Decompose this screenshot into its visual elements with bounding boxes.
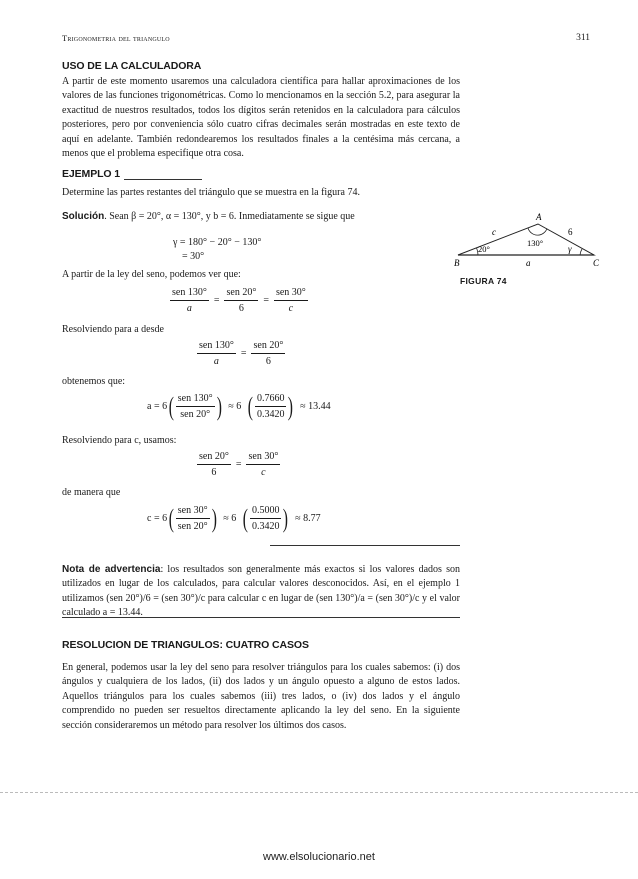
fraction xyxy=(197,450,231,479)
example-statement: Determine las partes restantes del triángulo que se muestra en la figura 74. xyxy=(62,187,360,198)
right-paren: ) xyxy=(211,503,217,533)
denominator: a xyxy=(186,303,192,314)
side-a-label: a xyxy=(526,258,531,268)
warning-end-rule xyxy=(62,617,460,618)
c-calculation xyxy=(147,504,326,533)
angle-B-label: 20° xyxy=(478,244,490,254)
solution-label: Solución xyxy=(62,211,105,222)
example-end-rule xyxy=(270,545,460,546)
equals-sign: = xyxy=(213,295,220,306)
denominator: sen 20° xyxy=(180,409,211,420)
figure-caption: FIGURA 74 xyxy=(460,276,507,286)
vertex-C-label: C xyxy=(593,258,600,268)
fraction xyxy=(197,339,236,368)
manera-intro: de manera que xyxy=(62,487,121,498)
right-paren: ) xyxy=(283,503,289,533)
section-paragraph-calculadora: A partir de este momento usaremos una calculadora científica para hallar aproximaciones de los valores de las funciones trigonométricas. Como lo mencionamos en la sección 5.2, para asegurar la exactitud de nuestros resultados, todos los dígitos serán retenidos en la calculadora para cálculos posteriores, pero por conveniencia sólo cuatro cifras decimales serán mostradas en este texto de aquí en adelante. También redondearemos los resultados finales a la centésima más cercana, a menos que el problema especifique otra cosa. xyxy=(62,76,460,160)
equals-sign: = xyxy=(235,459,242,470)
side-c-label: c xyxy=(492,227,496,237)
denominator: a xyxy=(213,356,219,367)
numerator: sen 130° xyxy=(197,339,236,354)
footer-url[interactable]: www.elsolucionario.net xyxy=(263,851,375,863)
vertex-A-label: A xyxy=(536,212,542,222)
denominator: sen 20° xyxy=(177,521,208,532)
angle-A-arc xyxy=(528,228,547,235)
scan-bottom-line xyxy=(0,792,638,793)
warning-text: : los resultados son generalmente más exactos si los valores dados son utilizados en lugar de los calculados, para calcular valores desconocidos. Así, en el ejemplo 1 utilizamos (sen 20°)/6 = (sen 30°)/c para calcular c en lugar de (sen 130°)/a = (sen 30°)/c y el valor calculado a = 13.44. xyxy=(62,564,460,619)
obtain-intro: obtenemos que: xyxy=(62,376,126,387)
page-number: 311 xyxy=(576,33,590,43)
angle-A-label: 130° xyxy=(527,238,544,248)
numerator: sen 130° xyxy=(170,286,209,301)
left-paren: ( xyxy=(248,391,254,421)
numerator: sen 30° xyxy=(274,286,308,301)
numerator: sen 20° xyxy=(251,339,285,354)
solve-c-equation xyxy=(197,450,280,479)
left-paren: ( xyxy=(168,503,175,533)
fraction xyxy=(176,504,210,533)
warning-label: Nota de advertencia xyxy=(62,564,161,575)
solve-a-equation xyxy=(197,339,285,368)
law-of-sines xyxy=(170,286,308,315)
fraction xyxy=(246,450,280,479)
fraction xyxy=(170,286,209,315)
approx-six: ≈ 6 xyxy=(228,401,242,412)
numerator: 0.5000 xyxy=(250,504,282,519)
denominator: 6 xyxy=(238,303,244,314)
left-paren: ( xyxy=(243,503,249,533)
example-title-underline xyxy=(124,179,202,180)
right-paren: ) xyxy=(216,391,222,421)
denominator: c xyxy=(261,467,266,478)
numerator: 0.7660 xyxy=(255,392,287,407)
law-intro: A partir de la ley del seno, podemos ver que: xyxy=(62,269,241,280)
equals-sign: = xyxy=(240,348,247,359)
angle-C-label: γ xyxy=(568,244,572,254)
c-result: ≈ 8.77 xyxy=(295,513,321,524)
fraction xyxy=(274,286,308,315)
fraction xyxy=(251,339,285,368)
a-calculation xyxy=(147,392,336,421)
numerator: sen 30° xyxy=(176,504,210,519)
section-title-casos: RESOLUCION DE TRIANGULOS: CUATRO CASOS xyxy=(62,639,309,651)
gamma-result: = 30° xyxy=(182,251,205,262)
running-header: Trigonometria del triangulo xyxy=(62,33,170,43)
left-paren: ( xyxy=(168,391,175,421)
fraction xyxy=(176,392,215,421)
denominator: c xyxy=(288,303,294,314)
side-b-label: 6 xyxy=(568,227,573,237)
denominator: 0.3420 xyxy=(256,409,285,420)
right-paren: ) xyxy=(288,391,294,421)
a-lhs: a = 6 xyxy=(147,401,168,412)
vertex-B-label: B xyxy=(454,258,460,268)
solution-line xyxy=(62,210,355,224)
fraction xyxy=(224,286,258,315)
section-paragraph-casos: En general, podemos usar la ley del seno para resolver triángulos para los cuales sabemos: (i) dos ángulos y cualquiera de los lados, (ii) dos lados y un ángulo opuesto a alguno de estos lados. Aquellos triángulos para los cuales sabemos (iii) tres lados, o (iv) dos lados y el ángulo comprendido no pueden ser resueltos directamente aplicando la ley del seno. En la siguiente sección consideraremos un método para resolver los últimos dos casos. xyxy=(62,662,460,731)
numerator: sen 20° xyxy=(224,286,258,301)
equals-sign: = xyxy=(263,295,269,306)
warning-note xyxy=(62,563,460,621)
solution-text: . Sean β = 20°, α = 130°, y b = 6. Inmediatamente se sigue que xyxy=(104,211,355,222)
denominator: 6 xyxy=(211,467,217,478)
solve-c-intro: Resolviendo para c, usamos: xyxy=(62,435,177,446)
section-title-calculadora: USO DE LA CALCULADORA xyxy=(62,60,202,72)
a-result: ≈ 13.44 xyxy=(300,401,331,412)
approx-six: ≈ 6 xyxy=(223,513,237,524)
denominator: 6 xyxy=(265,356,271,367)
numerator: sen 30° xyxy=(246,450,280,465)
denominator: 0.3420 xyxy=(251,521,280,532)
figure-74-triangle xyxy=(452,210,604,272)
fraction xyxy=(250,504,282,533)
c-lhs: c = 6 xyxy=(147,513,168,524)
angle-C-arc xyxy=(580,249,582,255)
numerator: sen 130° xyxy=(176,392,215,407)
fraction xyxy=(255,392,287,421)
solve-a-intro: Resolviendo para a desde xyxy=(62,324,164,335)
gamma-equation: γ = 180° − 20° − 130° xyxy=(173,237,262,248)
example-title: EJEMPLO 1 xyxy=(62,168,121,180)
numerator: sen 20° xyxy=(197,450,231,465)
